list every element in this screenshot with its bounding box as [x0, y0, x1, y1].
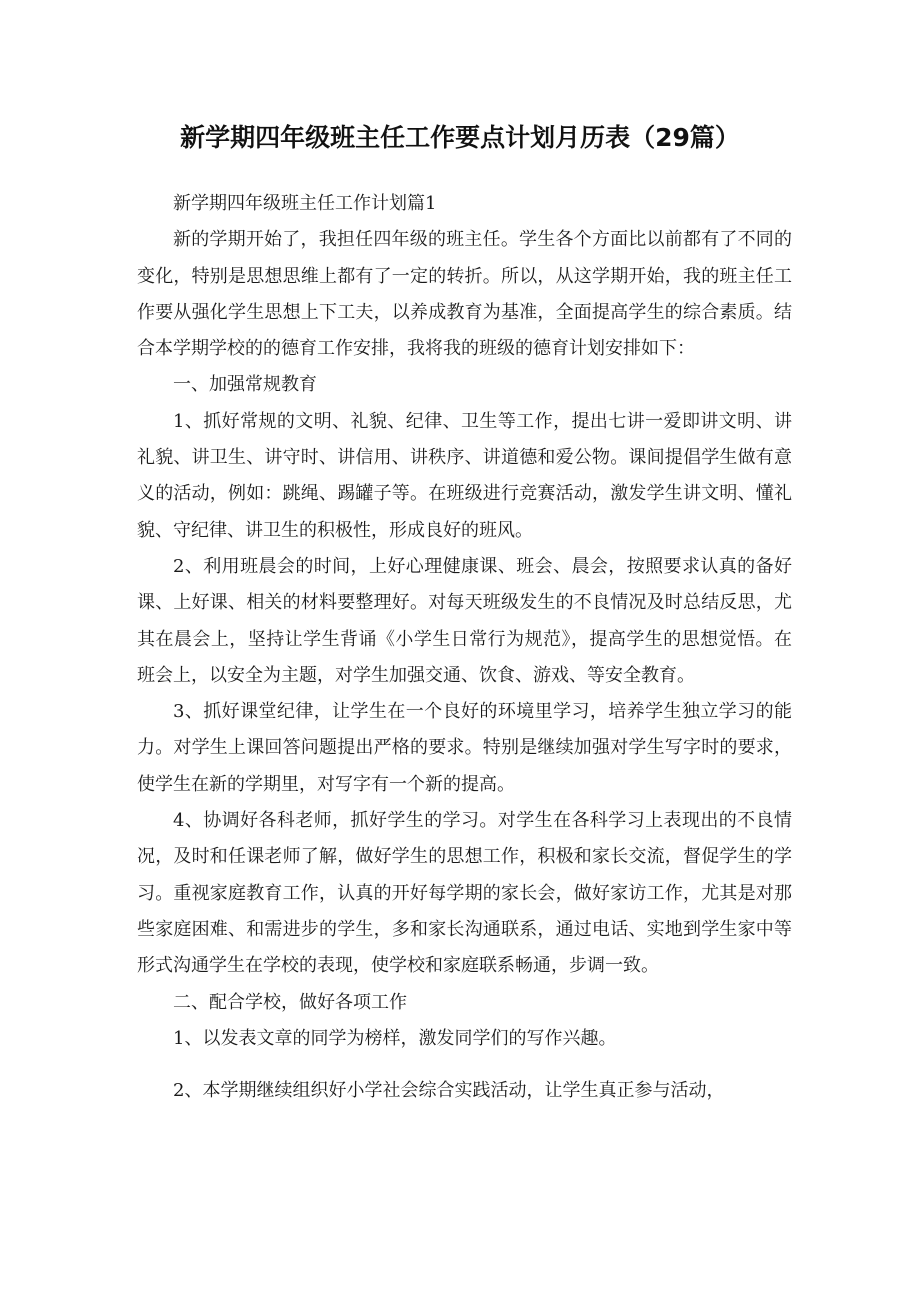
body-paragraph: 4、协调好各科老师，抓好学生的学习。对学生在各科学习上表现出的不良情况，及时和任课老师了解，做好学生的思想工作，积极和家长交流，督促学生的学习。重视家庭教育工作，认真的开好每学期的家长会，做好家访工作，尤其是对那些家庭困难、和需进步的学生，多和家长沟通联系，通过电话、实地到学生家中等形式沟通学生在学校的表现，使学校和家庭联系畅通，步调一致。 [137, 810, 792, 977]
body-paragraph: 2、利用班晨会的时间，上好心理健康课、班会、晨会，按照要求认真的备好课、上好课、相关的材料要整理好。对每天班级发生的不良情况及时总结反思，尤其在晨会上，坚持让学生背诵《小学生日常行为规范》，提高学生的思想觉悟。在班会上，以安全为主题，对学生加强交通、饮食、游戏、等安全教育。 [137, 555, 792, 686]
section-heading: 新学期四年级班主任工作计划篇1 [173, 193, 437, 214]
body-paragraph: 1、以发表文章的同学为榜样，激发同学们的写作兴趣。 [173, 1027, 617, 1049]
intro-paragraph: 新的学期开始了，我担任四年级的班主任。学生各个方面比以前都有了不同的变化，特别是思想思维上都有了一定的转折。所以，从这学期开始，我的班主任工作要从强化学生思想上下工夫，以养成教育为基准，全面提高学生的综合素质。结合本学期学校的的德育工作安排，我将我的班级的德育计划安排如下： [137, 229, 792, 360]
body-paragraph: 3、抓好课堂纪律，让学生在一个良好的环境里学习，培养学生独立学习的能力。对学生上课回答问题提出严格的要求。特别是继续加强对学生写字时的要求，使学生在新的学期里，对写字有一个新的提高。 [137, 701, 792, 795]
section-heading: 一、加强常规教育 [173, 374, 317, 396]
body-paragraph: 1、抓好常规的文明、礼貌、纪律、卫生等工作，提出七讲一爱即讲文明、讲礼貌、讲卫生、讲守时、讲信用、讲秩序、讲道德和爱公物。课间提倡学生做有意义的活动，例如：跳绳、踢罐子等。在班级进行竞赛活动，激发学生讲文明、懂礼貌、守纪律、讲卫生的积极性，形成良好的班风。 [137, 410, 792, 541]
section-heading: 二、配合学校，做好各项工作 [173, 991, 407, 1013]
document-body [137, 186, 792, 1109]
body-paragraph: 2、本学期继续组织好小学社会综合实践活动，让学生真正参与活动， [173, 1080, 725, 1102]
document-title: 新学期四年级班主任工作要点计划月历表（29篇） [180, 123, 740, 152]
